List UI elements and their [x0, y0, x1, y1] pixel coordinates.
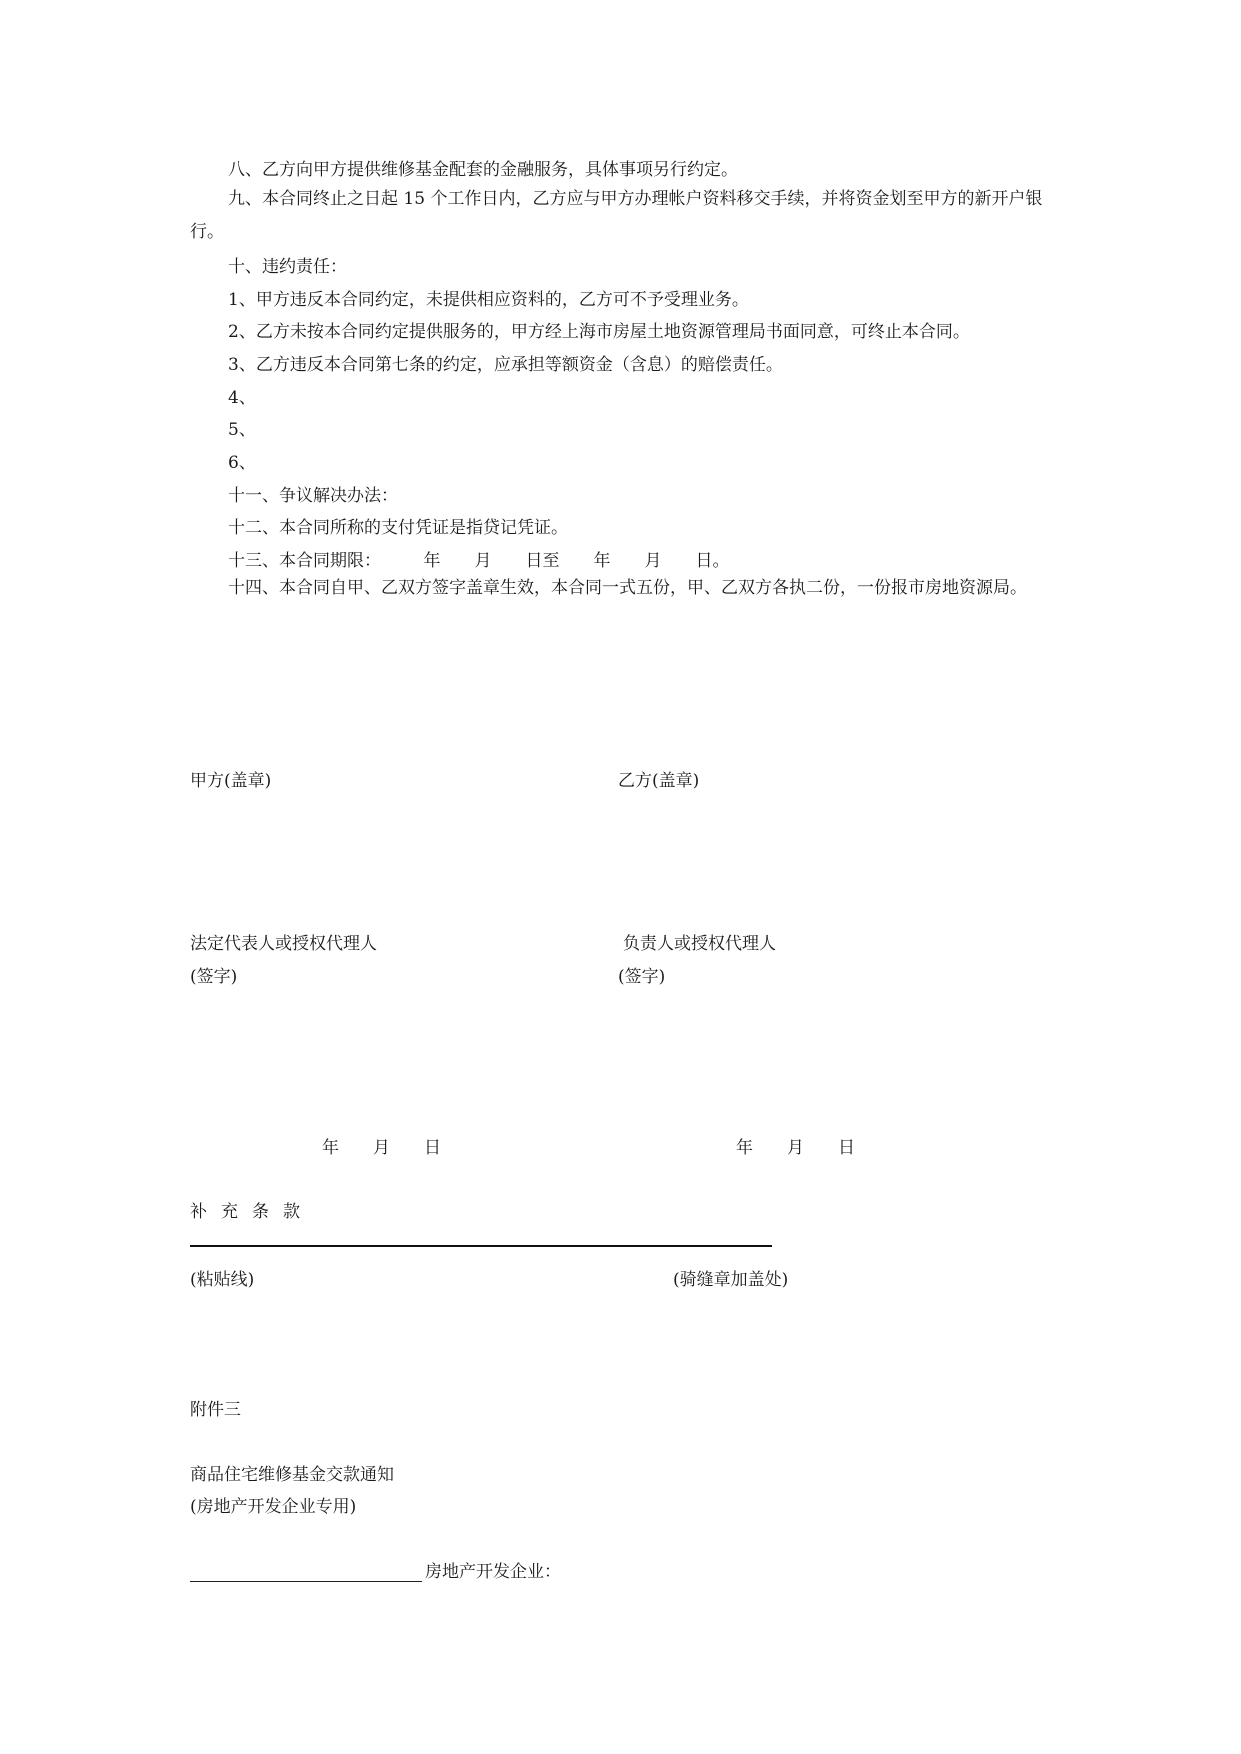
supplement-title: 补充条款: [190, 1202, 314, 1222]
clause-10-item-3: 3、乙方违反本合同第七条的约定，应承担等额资金（含息）的赔偿责任。: [228, 355, 783, 375]
company-name-blank: [190, 1581, 422, 1582]
party-a-seal-label: 甲方(盖章): [190, 771, 272, 791]
clause-13: 十三、本合同期限： 年 月 日至 年 月 日。: [228, 551, 730, 571]
clause-10-item-6: 6、: [228, 453, 256, 473]
party-b-seal-label: 乙方(盖章): [618, 771, 700, 791]
attachment-subtitle: (房地产开发企业专用): [190, 1497, 357, 1517]
attachment-title: 商品住宅维修基金交款通知: [190, 1465, 394, 1485]
seal-place-label: (骑缝章加盖处): [673, 1270, 789, 1290]
clause-12: 十二、本合同所称的支付凭证是指贷记凭证。: [228, 518, 568, 538]
party-a-sign-label: (签字): [190, 967, 238, 987]
clause-8: 八、乙方向甲方提供维修基金配套的金融服务，具体事项另行约定。: [228, 160, 738, 180]
clause-10-title: 十、违约责任：: [228, 257, 347, 277]
party-a-representative-label: 法定代表人或授权代理人: [190, 934, 377, 954]
party-a-date: 年 月 日: [322, 1138, 441, 1158]
party-b-representative-label: 负责人或授权代理人: [623, 934, 776, 954]
clause-9: 九、本合同终止之日起 15 个工作日内，乙方应与甲方办理帐户资料移交手续，并将资金划至甲方的新开户银行。: [190, 189, 1043, 242]
clause-10-item-4: 4、: [228, 388, 256, 408]
attachment-label: 附件三: [190, 1400, 241, 1420]
paste-line-label: (粘贴线): [190, 1270, 255, 1290]
clause-10-item-5: 5、: [228, 420, 256, 440]
clause-14: 十四、本合同自甲、乙双方签字盖章生效，本合同一式五份，甲、乙双方各执二份，一份报市房地资源局。: [228, 578, 1027, 598]
clause-11: 十一、争议解决办法：: [228, 486, 398, 506]
company-suffix-label: 房地产开发企业：: [425, 1562, 561, 1582]
clause-10-item-1: 1、甲方违反本合同约定，未提供相应资料的，乙方可不予受理业务。: [228, 290, 749, 310]
paste-line-rule: [190, 1245, 772, 1247]
clause-10-item-2: 2、乙方未按本合同约定提供服务的，甲方经上海市房屋土地资源管理局书面同意，可终止本合同。: [228, 322, 970, 342]
party-b-date: 年 月 日: [736, 1138, 855, 1158]
party-b-sign-label: (签字): [618, 967, 666, 987]
